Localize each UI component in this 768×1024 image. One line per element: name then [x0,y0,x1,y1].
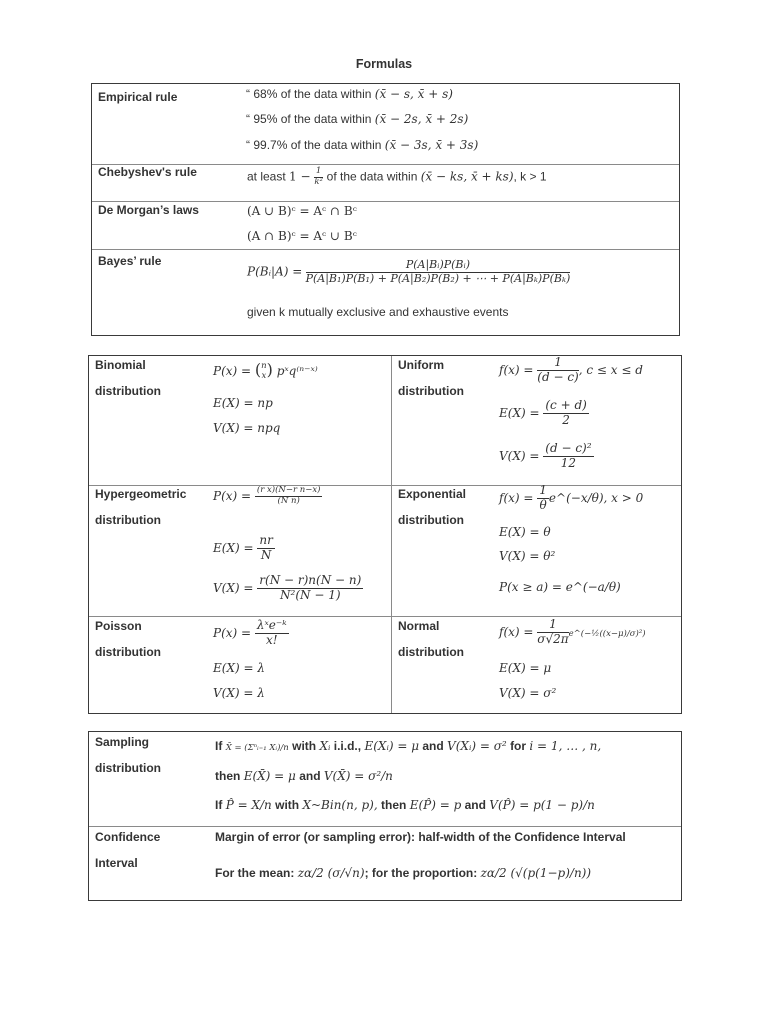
cell-label-poisson: Poisson [95,619,142,633]
empirical-line-99-7: “ 99.7% of the data within (x̄ − 3s, x̄ + 3s) [246,138,479,152]
normal-expectation: E(X) = μ [499,661,552,675]
normal-variance: V(X) = σ² [499,686,557,700]
bayes-note: given k mutually exclusive and exhaustive events [247,305,509,319]
normal-pdf: f(x) = $\frac{1}{\sigma√2\pi}$ e^(−½((x−μ)/σ)²) [499,617,646,646]
poisson-variance: V(X) = λ [213,686,265,700]
row-label-sampling-2: distribution [95,761,161,775]
uniform-variance: V(X) = $\frac{\text{(d − c)²}}{12}$ [499,441,592,470]
hypergeometric-expectation: E(X) = $\frac{nr}{N}$ [213,533,273,562]
chebyshev-fraction: $\frac{1}{\text{k²}}$ [314,166,323,187]
confidence-formulas: For the mean: zα/2 (σ/√n); for the proportion: zα/2 (√(p(1−p)/n)) [215,866,592,880]
binomial-expectation: E(X) = np [213,396,273,410]
cell-label-poisson-2: distribution [95,645,161,659]
cell-label-uniform: Uniform [398,358,444,372]
uniform-expectation: E(X) = $\frac{(c + d)}{2}$ [499,398,587,427]
exponential-variance: V(X) = θ² [499,549,556,563]
cell-label-binomial: Binomial [95,358,146,372]
chebyshev-formula: at least 1 − $\frac{1}{\text{k²}}$ of the data within (x̄ − ks, x̄ + ks), k > 1 [247,166,547,187]
poisson-pmf: P(x) = $\frac{\text{λˣe⁻ᵏ}}{x!}$ [213,618,287,647]
exponential-survival: P(x ≥ a) = e^(−a/θ) [499,580,621,594]
cell-label-exponential: Exponential [398,487,467,501]
cell-label-hypergeometric: Hypergeometric [95,487,187,501]
row-label-de-morgan: De Morgan’s laws [98,203,199,217]
poisson-expectation: E(X) = λ [213,661,265,675]
cell-label-binomial-2: distribution [95,384,161,398]
distributions-table [88,355,682,714]
cell-label-hypergeometric-2: distribution [95,513,161,527]
cell-label-normal: Normal [398,619,440,633]
sampling-table [88,731,682,901]
confidence-margin-of-error: Margin of error (or sampling error): half-width of the Confidence Interval [215,830,626,844]
row-label-chebyshev-rule: Chebyshev's rule [98,165,197,179]
exponential-expectation: E(X) = θ [499,525,551,539]
sampling-line-2: then E(X̄) = μ and V(X̄) = σ²/n [215,769,393,783]
row-label-sampling: Sampling [95,735,150,749]
hypergeometric-variance: V(X) = $\frac{r(N - r)n(N - n)}{\text{N²(N − 1)}}$ [213,573,362,602]
empirical-line-95: “ 95% of the data within (x̄ − 2s, x̄ + 2s) [246,112,469,126]
uniform-pdf: f(x) = $\frac{1}{(d - c)}$ , c ≤ x ≤ d [499,355,643,384]
sampling-line-1: If X̄ = (Σⁿᵢ₌₁ Xᵢ)/n with Xᵢ i.i.d., E(Xᵢ) = μ and V(Xᵢ) = σ² for i = 1, … , n, [215,739,602,753]
cell-label-exponential-2: distribution [398,513,464,527]
row-label-bayes-rule: Bayes’ rule [98,254,162,268]
empirical-line-68: “ 68% of the data within (x̄ − s, x̄ + s) [246,87,453,101]
binomial-variance: V(X) = npq [213,421,281,435]
cell-label-normal-2: distribution [398,645,464,659]
sampling-line-3: If P̂ = X/n with X~Bin(n, p), then E(P̂) = p and V(P̂) = p(1 − p)/n [215,798,595,812]
de-morgan-law-1: (A ∪ B)ᶜ = Aᶜ ∩ Bᶜ [247,204,357,218]
row-label-confidence-2: Interval [95,856,138,870]
de-morgan-law-2: (A ∩ B)ᶜ = Aᶜ ∪ Bᶜ [247,229,357,243]
page-title: Formulas [355,57,413,71]
row-label-empirical-rule: Empirical rule [98,90,178,104]
hypergeometric-pmf: P(x) = $\frac{\text{(r x)(N−r n−x)}}{\text{(N n)}}$ [213,485,321,506]
cell-label-uniform-2: distribution [398,384,464,398]
bayes-formula: P(Bᵢ|A) = $\frac{\text{P(A|Bᵢ)P(Bᵢ)}}{\text{P(A|B₁)P(B₁) + P(A|B₂)P(B₂) + ⋯ + P(A|Bₖ)P(Bₖ)}}$ [247,258,571,285]
exponential-pdf: f(x) = $\frac{1}{\theta}$ e^(−x/θ), x > 0 [499,483,644,512]
row-label-confidence: Confidence [95,830,161,844]
binomial-pmf: P(x) = ( n x ) pˣq⁽ⁿ⁻ˣ⁾ [213,360,318,381]
formulas-table-1 [91,83,680,336]
